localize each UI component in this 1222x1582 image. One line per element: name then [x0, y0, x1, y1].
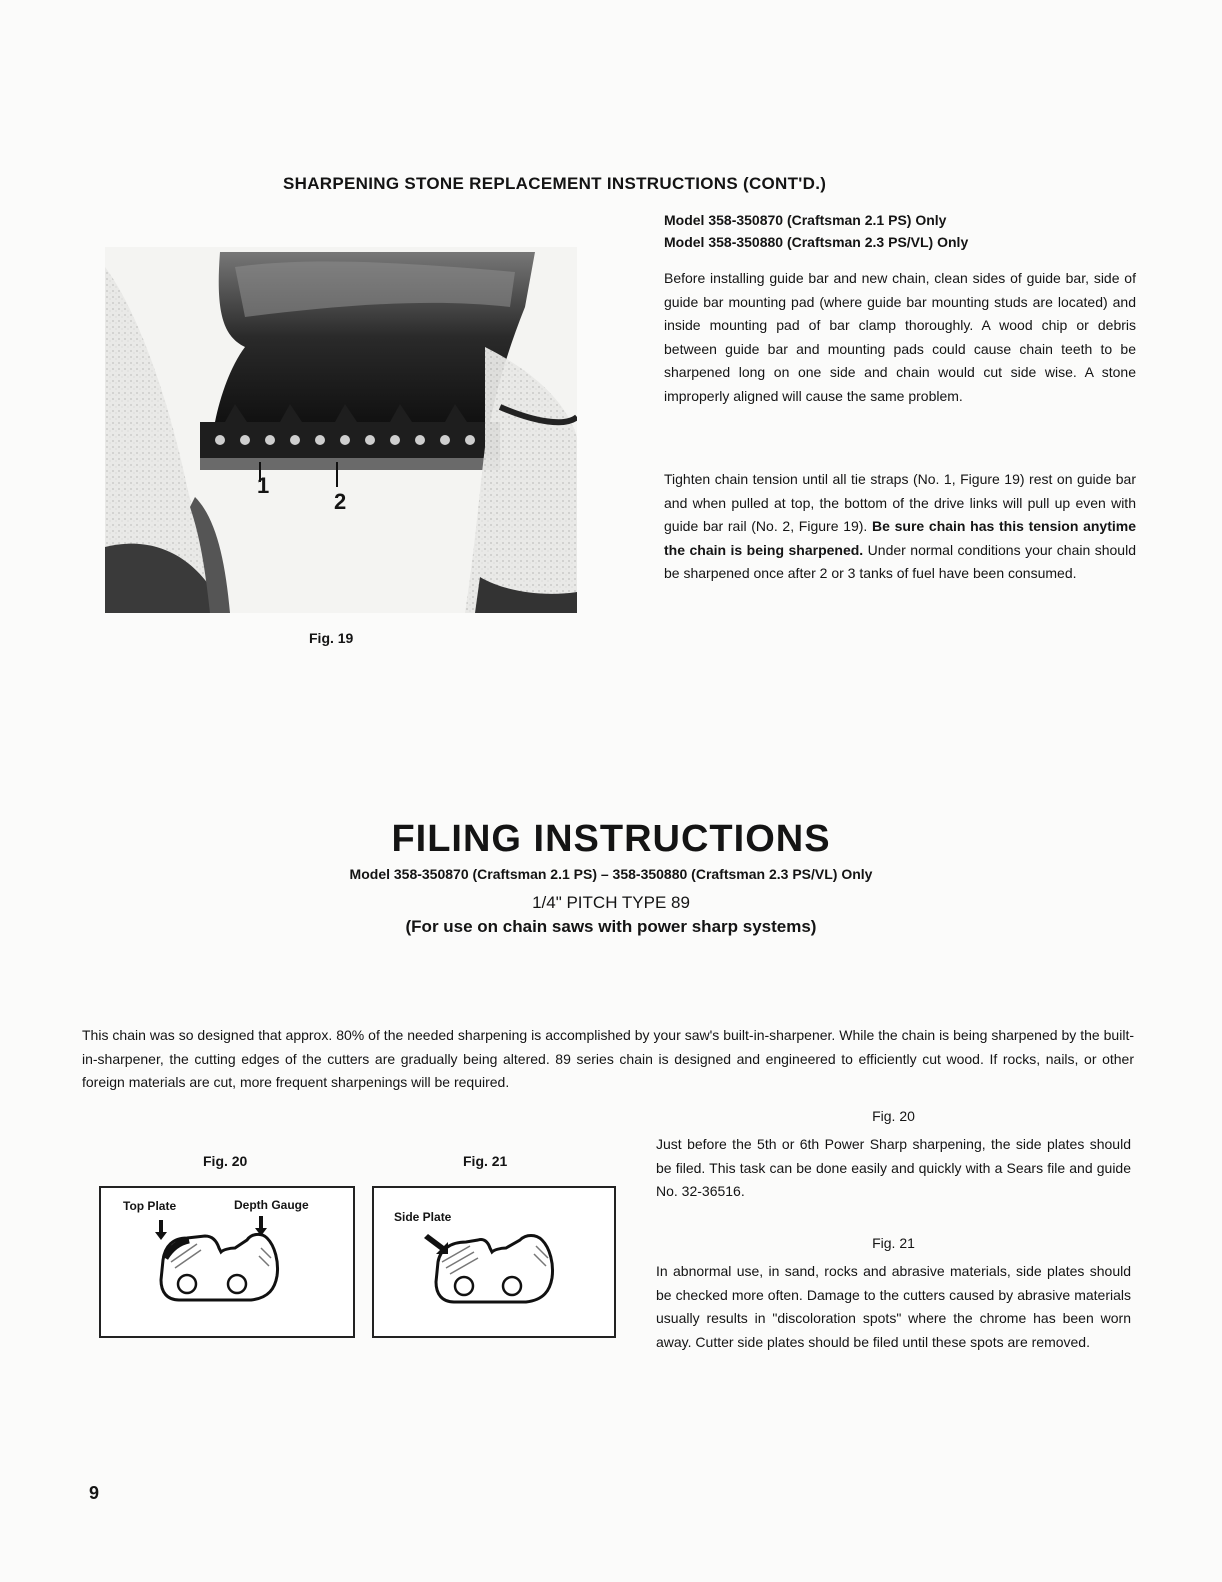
figure-20-diagram [99, 1186, 355, 1338]
intro-paragraph: This chain was so designed that approx. 80% of the needed sharpening is accomplished by your saw's built-in-sharpener. While the chain is being sharpened by the built-in-sharpener, the cutting edges of the cutters are gradually being altered. 89 series chain is designed and engineered to efficiently cut wood. If rocks, nails, or other foreign materials are cut, more frequent sharpenings will be required. [82, 1027, 1134, 1090]
model-line-1: Model 358-350870 (Craftsman 2.1 PS) Only [664, 212, 947, 228]
fig-20-text-caption: Fig. 20 [872, 1108, 915, 1124]
model-lines [664, 209, 968, 253]
figure-20-caption: Fig. 20 [203, 1153, 248, 1169]
figure-19-caption: Fig. 19 [309, 630, 354, 646]
fig-21-text-caption: Fig. 21 [872, 1235, 915, 1251]
callout-2: 2 [334, 489, 347, 514]
callout-1: 1 [257, 473, 270, 498]
cutter-tooth-icon [101, 1188, 353, 1336]
paragraph-cleaning: Before installing guide bar and new chain, clean sides of guide bar, side of guide bar mounting pad (where guide bar mounting studs are located) and inside mounting pad of bar clamp thoroughly. A wood chip or debris between guide bar and mounting pads could cause chain teeth to be sharpened long on one side and chain would cut side wise. A stone improperly aligned will cause the same problem. [664, 270, 1136, 404]
label-side-plate: Side Plate [394, 1210, 452, 1224]
figure-21-diagram [372, 1186, 616, 1338]
section-title-stone-replacement: SHARPENING STONE REPLACEMENT INSTRUCTIONS (CONT'D.) [283, 174, 827, 193]
page-number: 9 [89, 1483, 100, 1503]
chain-saw-photo-illustration [105, 247, 577, 613]
paragraph-fig-20: Just before the 5th or 6th Power Sharp sharpening, the side plates should be filed. This task can be done easily and quickly with a Sears file and guide No. 32-36516. [656, 1136, 1131, 1199]
paragraph-tension [664, 468, 1136, 586]
side-plate-tooth-icon [374, 1188, 614, 1336]
paragraph-tension-part-b: Under normal conditions your chain should be sharpened once after 2 or 3 tanks of fuel have been consumed. [664, 541, 1136, 581]
paragraph-tension-emphasis: Be sure chain has this tension anytime the chain is being sharpened. [664, 518, 1136, 558]
filing-instructions-title: FILING INSTRUCTIONS [391, 818, 831, 860]
usage-note: (For use on chain saws with power sharp systems) [405, 917, 817, 936]
label-depth-gauge: Depth Gauge [234, 1198, 309, 1212]
filing-model-line: Model 358-350870 (Craftsman 2.1 PS) – 358-350880 (Craftsman 2.3 PS/VL) Only [349, 866, 873, 882]
pitch-type: 1/4" PITCH TYPE 89 [532, 893, 690, 912]
paragraph-tension-part-a: Tighten chain tension until all tie straps (No. 1, Figure 19) rest on guide bar and when pulled at top, the bottom of the drive links will pull up even with guide bar rail (No. 2, Figure 19). [664, 471, 1136, 534]
figure-21-caption: Fig. 21 [463, 1153, 508, 1169]
figure-19-photo [105, 247, 577, 613]
label-top-plate: Top Plate [123, 1199, 177, 1213]
paragraph-fig-21: In abnormal use, in sand, rocks and abrasive materials, side plates should be checked more often. Damage to the cutters caused by abrasive materials usually results in "discoloration spots" where the chrome has been worn away. Cutter side plates should be filed until these spots are removed. [656, 1263, 1131, 1350]
model-line-2: Model 358-350880 (Craftsman 2.3 PS/VL) Only [664, 234, 969, 250]
